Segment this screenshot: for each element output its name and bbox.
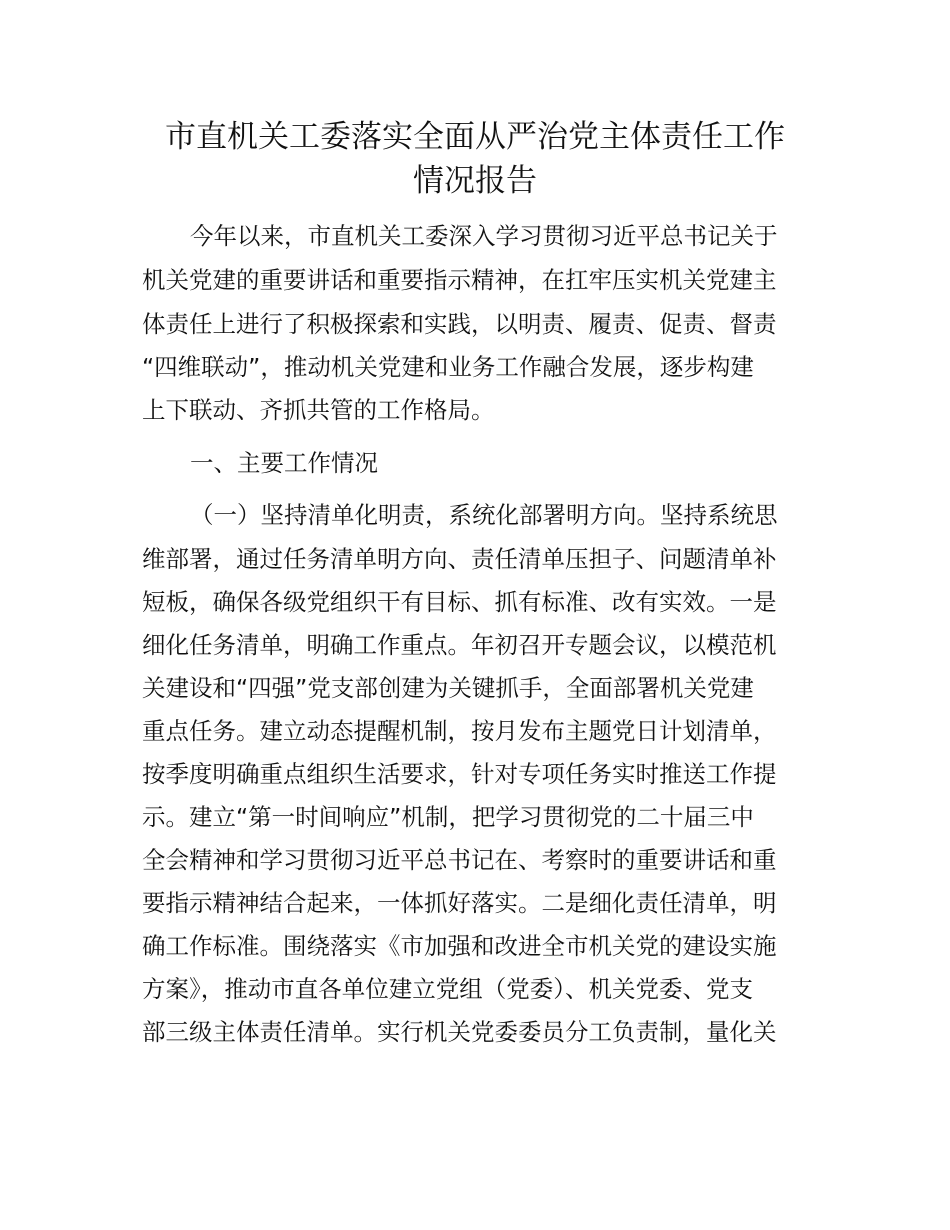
paragraph-1-line-3: 体责任上进行了积极探索和实践，以明责、履责、促责、督责 — [142, 310, 777, 338]
paragraph-3-line-7: 按季度明确重点组织生活要求，针对专项任务实时推送工作提 — [142, 760, 777, 788]
paragraph-3-line-1: （一）坚持清单化明责，系统化部署明方向。坚持系统思 — [190, 501, 778, 529]
section-heading-1: 一、主要工作情况 — [190, 449, 378, 477]
paragraph-3-line-3: 短板，确保各级党组织干有目标、抓有标准、改有实效。一是 — [142, 588, 777, 616]
document-title-line-2: 情况报告 — [413, 163, 537, 199]
paragraph-1-line-1: 今年以来，市直机关工委深入学习贯彻习近平总书记关于 — [190, 222, 778, 250]
paragraph-3-line-2: 维部署，通过任务清单明方向、责任清单压担子、问题清单补 — [142, 545, 777, 573]
paragraph-3-line-4: 细化任务清单，明确工作重点。年初召开专题会议，以模范机 — [142, 631, 777, 659]
paragraph-3-line-6: 重点任务。建立动态提醒机制，按月发布主题党日计划清单， — [142, 717, 777, 745]
paragraph-3-line-5: 关建设和“四强”党支部创建为关键抓手，全面部署机关党建 — [142, 674, 754, 702]
paragraph-3-line-8: 示。建立“第一时间响应”机制，把学习贯彻党的二十届三中 — [142, 803, 754, 831]
paragraph-1-line-4: “四维联动”，推动机关党建和业务工作融合发展，逐步构建 — [142, 353, 754, 381]
paragraph-3-line-11: 确工作标准。围绕落实《市加强和改进全市机关党的建设实施 — [142, 932, 777, 960]
paragraph-3-line-10: 要指示精神结合起来，一体抓好落实。二是细化责任清单，明 — [142, 889, 777, 917]
paragraph-3-line-9: 全会精神和学习贯彻习近平总书记在、考察时的重要讲话和重 — [142, 846, 777, 874]
paragraph-3-line-13: 部三级主体责任清单。实行机关党委委员分工负责制，量化关 — [142, 1018, 777, 1046]
paragraph-1-line-2: 机关党建的重要讲话和重要指示精神，在扛牢压实机关党建主 — [142, 266, 777, 294]
document-title-line-1: 市直机关工委落实全面从严治党主体责任工作 — [165, 119, 785, 155]
paragraph-3-line-12: 方案》，推动市直各单位建立党组（党委）、机关党委、党支 — [142, 975, 753, 1003]
paragraph-1-line-5: 上下联动、齐抓共管的工作格局。 — [142, 396, 495, 424]
